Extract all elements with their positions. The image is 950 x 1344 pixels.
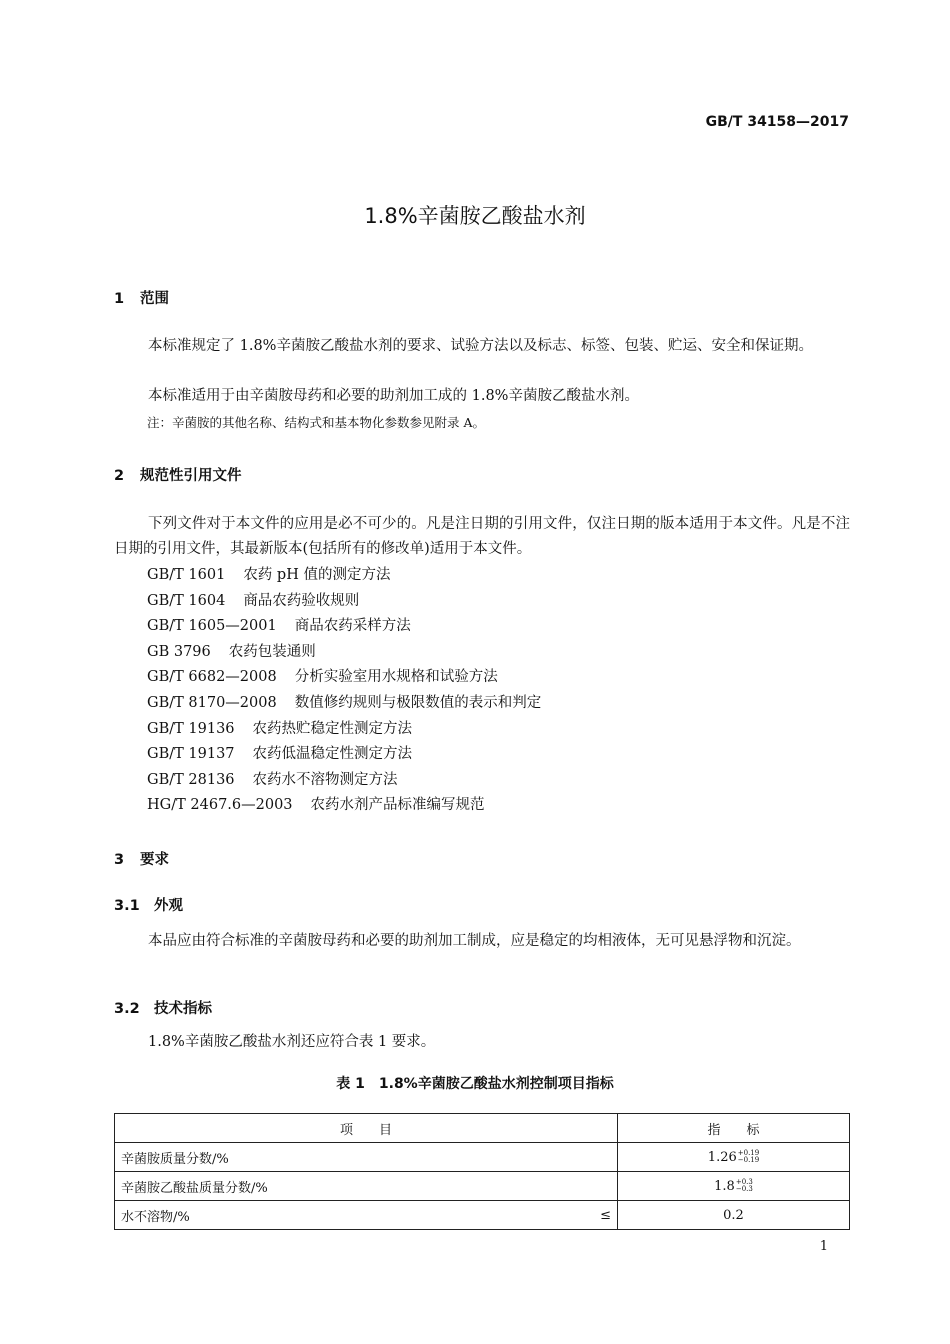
tolerance <box>738 1150 759 1164</box>
reference-item <box>147 768 541 794</box>
reference-code: GB/T 19137 <box>147 746 235 763</box>
header-cell-item: 项 目 <box>115 1114 618 1143</box>
reference-code: GB/T 8170—2008 <box>147 694 277 711</box>
reference-item <box>147 691 541 717</box>
spec-table <box>114 1113 850 1230</box>
scope-paragraph-1: 本标准规定了 1.8%辛菌胺乙酸盐水剂的要求、试验方法以及标志、标签、包装、贮运、安全和保证期。 <box>148 338 813 354</box>
value-base: 1.8 <box>714 1178 735 1194</box>
reference-title: 商品农药采样方法 <box>294 618 411 635</box>
reference-list <box>147 563 541 819</box>
value-cell <box>618 1201 850 1230</box>
section-2-heading <box>114 464 242 485</box>
appearance-paragraph: 本品应由符合标准的辛菌胺母药和必要的助剂加工制成，应是稳定的均相液体，无可见悬浮物和沉淀。 <box>148 933 801 949</box>
item-label: 水不溶物/% <box>121 1209 190 1225</box>
reference-item <box>147 717 541 743</box>
section-number: 1 <box>114 291 125 307</box>
subsection-title: 技术指标 <box>154 1001 212 1017</box>
tolerance-lower: −0.19 <box>737 1156 760 1164</box>
reference-title: 农药水剂产品标准编写规范 <box>310 797 485 814</box>
section-3-heading <box>114 848 169 869</box>
table-row <box>115 1172 850 1201</box>
reference-title: 农药水不溶物测定方法 <box>252 771 398 788</box>
reference-title: 商品农药验收规则 <box>243 592 360 609</box>
value-plain: 0.2 <box>723 1207 744 1223</box>
item-cell <box>115 1201 618 1230</box>
section-title: 范围 <box>140 291 169 307</box>
reference-item <box>147 589 541 615</box>
reference-title: 农药低温稳定性测定方法 <box>252 746 413 763</box>
scope-paragraph-2: 本标准适用于由辛菌胺母药和必要的助剂加工成的 1.8%辛菌胺乙酸盐水剂。 <box>148 388 639 404</box>
table-caption: 表 1 1.8%辛菌胺乙酸盐水剂控制项目指标 <box>336 1076 614 1092</box>
reference-title: 数值修约规则与极限数值的表示和判定 <box>294 694 542 711</box>
tolerance-upper: +0.3 <box>735 1178 753 1186</box>
reference-code: GB/T 1605—2001 <box>147 618 277 635</box>
value-base: 1.26 <box>707 1149 737 1165</box>
reference-item <box>147 665 541 691</box>
reference-title: 农药包装通则 <box>228 643 316 660</box>
reference-code: GB/T 28136 <box>147 771 235 788</box>
reference-code: GB/T 19136 <box>147 720 235 737</box>
reference-title: 分析实验室用水规格和试验方法 <box>294 669 498 686</box>
item-cell <box>115 1143 618 1172</box>
section-title: 要求 <box>140 852 169 868</box>
subsection-3-1-heading <box>114 894 183 915</box>
table-row <box>115 1201 850 1230</box>
subsection-title: 外观 <box>154 898 183 914</box>
refs-intro: 下列文件对于本文件的应用是必不可少的。凡是注日期的引用文件，仅注日期的版本适用于本文件。凡是不注日期的引用文件，其最新版本(包括所有的修改单)适用于本文件。 <box>114 516 850 557</box>
item-label: 辛菌胺乙酸盐质量分数/% <box>121 1180 268 1196</box>
subsection-number: 3.2 <box>114 1001 140 1017</box>
reference-item <box>147 640 541 666</box>
page-number: 1 <box>819 1239 828 1254</box>
reference-code: GB 3796 <box>147 643 211 660</box>
subsection-number: 3.1 <box>114 898 140 914</box>
tech-spec-paragraph: 1.8%辛菌胺乙酸盐水剂还应符合表 1 要求。 <box>148 1034 436 1050</box>
reference-item <box>147 563 541 589</box>
section-number: 3 <box>114 852 125 868</box>
section-number: 2 <box>114 468 125 484</box>
table-row <box>115 1143 850 1172</box>
reference-code: HG/T 2467.6—2003 <box>147 797 293 814</box>
tolerance <box>736 1179 753 1193</box>
reference-item <box>147 614 541 640</box>
reference-item <box>147 742 541 768</box>
comparison-symbol: ≤ <box>600 1207 611 1223</box>
value-cell <box>618 1143 850 1172</box>
tolerance-upper: +0.19 <box>737 1149 760 1157</box>
standard-code: GB/T 34158—2017 <box>705 114 849 130</box>
subsection-3-2-heading <box>114 997 212 1018</box>
reference-code: GB/T 1604 <box>147 592 226 609</box>
header-cell-value: 指 标 <box>618 1114 850 1143</box>
table-header-row <box>115 1114 850 1143</box>
section-title: 规范性引用文件 <box>140 468 242 484</box>
tolerance-lower: −0.3 <box>735 1185 753 1193</box>
item-cell <box>115 1172 618 1201</box>
item-label: 辛菌胺质量分数/% <box>121 1151 229 1167</box>
scope-note: 注：辛菌胺的其他名称、结构式和基本物化参数参见附录 A。 <box>147 415 486 430</box>
reference-code: GB/T 6682—2008 <box>147 669 277 686</box>
reference-title: 农药热贮稳定性测定方法 <box>252 720 413 737</box>
reference-code: GB/T 1601 <box>147 567 226 583</box>
document-title: 1.8%辛菌胺乙酸盐水剂 <box>364 204 586 228</box>
value-cell <box>618 1172 850 1201</box>
section-1-heading <box>114 287 169 308</box>
reference-item <box>147 793 541 819</box>
reference-title: 农药 pH 值的测定方法 <box>243 567 391 583</box>
